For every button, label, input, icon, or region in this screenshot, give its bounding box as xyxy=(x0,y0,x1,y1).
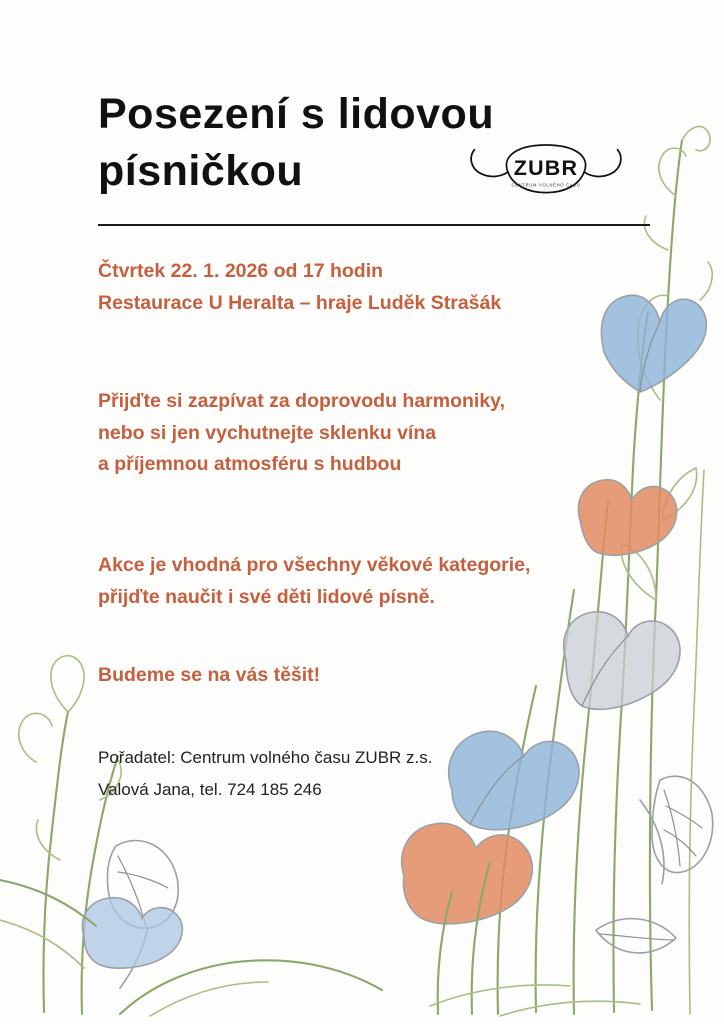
invitation-line-3: a příjemnou atmosféru s hudbou xyxy=(98,453,402,476)
ages-line-2: přijďte naučit i své děti lidové písně. xyxy=(98,585,435,608)
organizer-block xyxy=(98,742,432,807)
ages-line-1: Akce je vhodná pro všechny věkové kategorie, xyxy=(98,554,531,576)
event-venue: Restaurace U Heralta – hraje xyxy=(98,291,368,314)
event-venue-performer xyxy=(98,288,501,320)
invitation-block xyxy=(98,386,505,481)
event-datetime: Čtvrtek 22. 1. 2026 od 17 hodin xyxy=(98,260,384,282)
organizer-contact: Valová Jana, tel. 724 185 246 xyxy=(98,780,322,800)
closing-block xyxy=(98,660,320,692)
organizer-line-1: Pořadatel: Centrum volného času ZUBR z.s. xyxy=(98,748,433,767)
ages-block xyxy=(98,550,530,613)
invitation-line-2: nebo si jen vychutnejte sklenku vína xyxy=(98,421,437,444)
event-when-block xyxy=(98,256,501,319)
closing-line: Budeme se na vás těšit! xyxy=(98,664,321,686)
title-line-1: Posezení s lidovou xyxy=(98,90,495,138)
title-line-2: písničkou xyxy=(98,146,304,195)
invitation-line-1: Přijďte si zazpívat za doprovodu harmoniky, xyxy=(98,390,505,412)
zubr-logo-wordmark: ZUBR xyxy=(513,156,579,181)
zubr-logo-subtitle: CENTRUM VOLNÉHO ČASU xyxy=(511,182,581,188)
title-divider xyxy=(98,224,650,226)
event-performer: Luděk Strašák xyxy=(367,291,502,314)
zubr-logo xyxy=(466,137,626,199)
